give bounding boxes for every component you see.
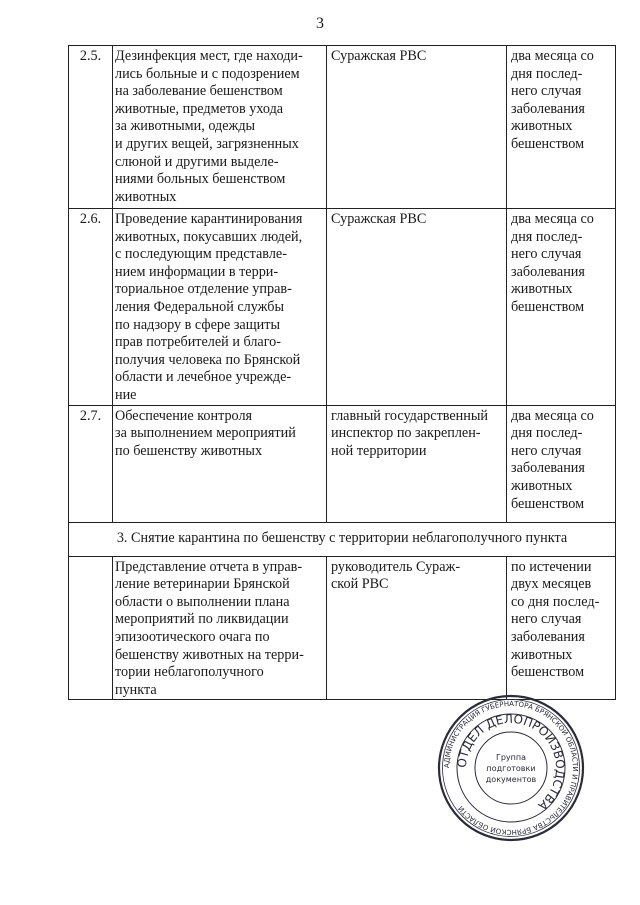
term-cell (507, 209, 616, 406)
table-row (69, 209, 616, 406)
cell-text-line: животные, предметов ухода (115, 100, 284, 117)
stamp-outer-text: АДМИНИСТРАЦИЯ ГУБЕРНАТОРА БРЯНСКОЙ ОБЛАСТИ И ПРАВИТЕЛЬСТВА БРЯНСКОЙ ОБЛАСТИ (442, 699, 580, 837)
row-number (69, 556, 113, 700)
cell-text-line: по надзору в сфере защиты (115, 316, 280, 333)
cell-text-line: Суражская РВС (331, 211, 427, 227)
cell-text-line: два месяца со (511, 48, 594, 64)
cell-text-line: два месяца со (511, 407, 594, 424)
cell-text-line: области о выполнении плана (115, 593, 290, 610)
cell-text-line: заболевания (511, 263, 585, 280)
cell-text-line: двух месяцев (511, 576, 592, 593)
term-cell (507, 556, 616, 700)
cell-text-line: инспектор по закреплен- (331, 425, 481, 442)
cell-text-line: ления Федеральной службы (115, 298, 285, 315)
cell-text-line: ной территории (331, 442, 427, 459)
cell-text-line: Представление отчета в управ- (115, 558, 303, 575)
stamp-inner-line: документов (485, 775, 537, 784)
measures-table (68, 45, 616, 700)
cell-text-line: бешенством (511, 664, 585, 681)
executor-cell (327, 405, 507, 522)
action-cell (113, 46, 327, 209)
cell-text-line: бешенством (511, 298, 585, 315)
cell-text-line: руководитель Сураж- (331, 558, 461, 575)
section-title: 3. Снятие карантина по бешенству с территории неблагополучного пункта (69, 522, 616, 556)
term-cell (507, 405, 616, 522)
cell-text-line: животных, покусавших людей, (115, 228, 303, 245)
cell-text-line: главный государственный (331, 407, 488, 424)
cell-text-line: бешенству животных на терри- (115, 646, 304, 663)
cell-text-line: ление ветеринарии Брянской (115, 576, 290, 593)
cell-text-line: животных (511, 646, 573, 663)
cell-text-line: заболевания (511, 460, 585, 477)
cell-text-line: дня послед- (511, 425, 583, 442)
cell-text-line: по истечении (511, 558, 592, 575)
cell-text-line: два месяца со (511, 211, 594, 227)
row-number: 2.7. (69, 405, 113, 522)
cell-text-line: тории неблагополучного (115, 664, 264, 681)
cell-text-line: и других вещей, загрязненных (115, 135, 299, 152)
stamp-inner-line: подготовки (486, 764, 536, 773)
section-row (69, 522, 616, 556)
executor-cell (327, 46, 507, 209)
cell-text-line: пункта (115, 681, 157, 698)
action-cell (113, 405, 327, 522)
cell-text-line: него случая (511, 83, 582, 100)
stamp-inner-line: Группа (495, 753, 527, 762)
cell-text-line: эпизоотического очага по (115, 628, 270, 645)
cell-text-line: Проведение карантинирования (115, 211, 303, 227)
table-row (69, 556, 616, 700)
cell-text-line: него случая (511, 611, 582, 628)
cell-text-line: ние (115, 386, 137, 403)
executor-cell (327, 556, 507, 700)
cell-text-line: бешенством (511, 495, 585, 512)
cell-text-line: с последующим представле- (115, 246, 287, 263)
cell-text-line: за животными, одежды (115, 118, 256, 135)
page-number: 3 (316, 15, 324, 32)
cell-text-line: прав потребителей и благо- (115, 334, 281, 351)
cell-text-line: него случая (511, 442, 582, 459)
cell-text-line: него случая (511, 246, 582, 263)
row-number: 2.6. (69, 209, 113, 406)
cell-text-line: заболевания (511, 100, 585, 117)
action-cell (113, 209, 327, 406)
row-number: 2.5. (69, 46, 113, 209)
official-stamp (436, 693, 586, 843)
cell-text-line: Дезинфекция мест, где находи- (115, 48, 303, 64)
cell-text-line: со дня послед- (511, 593, 600, 610)
table-row (69, 46, 616, 209)
executor-cell (327, 209, 507, 406)
cell-text-line: области и лечебное учрежде- (115, 369, 292, 386)
cell-text-line: животных (511, 477, 573, 494)
term-cell (507, 46, 616, 209)
cell-text-line: мероприятий по ликвидации (115, 611, 289, 628)
cell-text-line: ториальное отделение управ- (115, 281, 292, 298)
cell-text-line: слюной и другими выделе- (115, 153, 279, 170)
cell-text-line: ской РВС (331, 576, 389, 593)
action-cell (113, 556, 327, 700)
cell-text-line: Обеспечение контроля (115, 407, 253, 424)
cell-text-line: за выполнением мероприятий (115, 425, 296, 442)
cell-text-line: нием информации в терри- (115, 263, 279, 280)
cell-text-line: получия человека по Брянской (115, 351, 301, 368)
cell-text-line: дня послед- (511, 228, 583, 245)
cell-text-line: заболевания (511, 628, 585, 645)
cell-text-line: бешенством (511, 135, 585, 152)
table-row (69, 405, 616, 522)
stamp-mid-text: ОТДЕЛ ДЕЛОПРОИЗВОДСТВА (454, 711, 568, 814)
cell-text-line: животных (511, 281, 573, 298)
cell-text-line: по бешенству животных (115, 442, 263, 459)
cell-text-line: Суражская РВС (331, 48, 427, 64)
cell-text-line: лись больные и с подозрением (115, 65, 300, 82)
cell-text-line: животных (511, 118, 573, 135)
cell-text-line: дня послед- (511, 65, 583, 82)
cell-text-line: на заболевание бешенством (115, 83, 283, 100)
cell-text-line: ниями больных бешенством (115, 171, 286, 188)
cell-text-line: животных (115, 188, 177, 205)
